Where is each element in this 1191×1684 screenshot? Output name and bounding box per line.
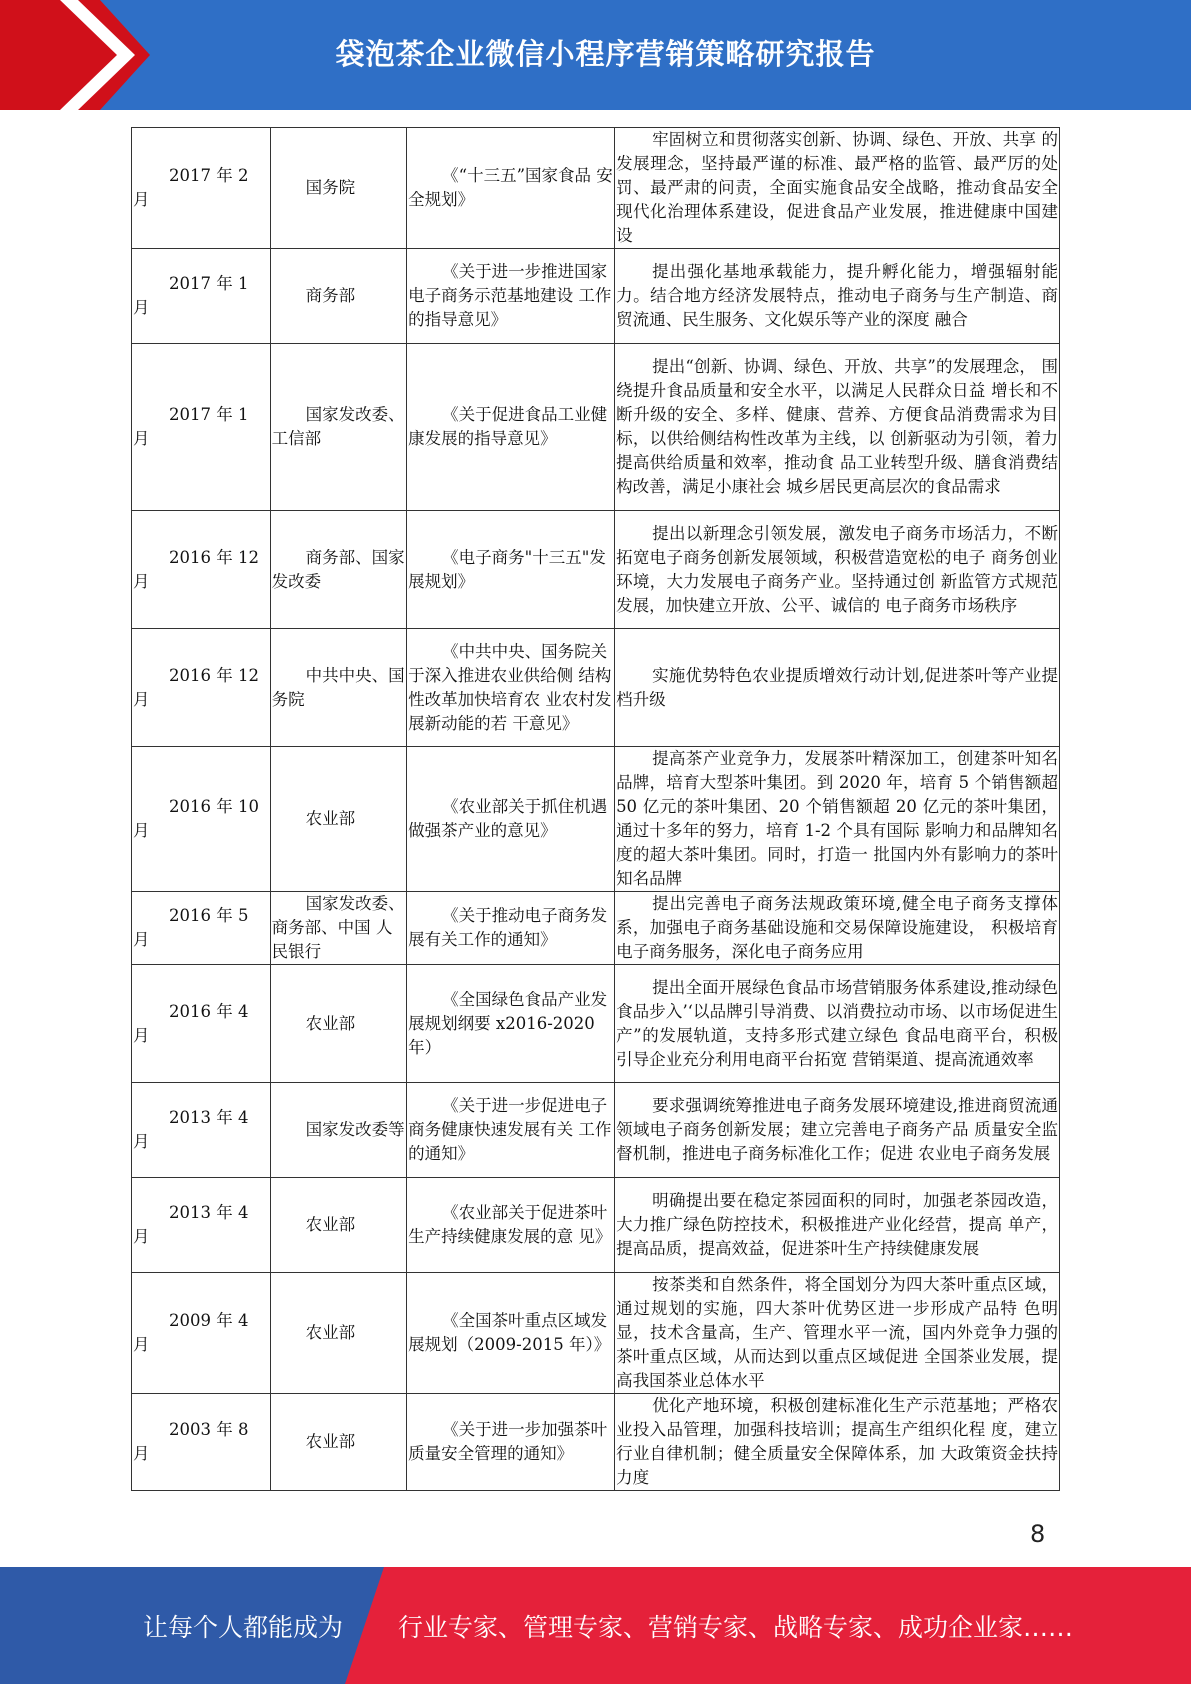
- cell-dept: 农业部: [270, 747, 407, 892]
- cell-content: 提出以新理念引领发展，激发电子商务市场活力，不断拓宽电子商务创新发展领域，积极营造宽松的电子 商务创业环境，大力发展电子商务产业。坚持通过创 新监管方式规范发展，加快建立开放、公平、诚信的 电子商务市场秩序: [615, 511, 1060, 629]
- cell-dept: 国务院: [270, 128, 407, 249]
- cell-dept: 国家发改委等: [270, 1083, 407, 1178]
- cell-content: 牢固树立和贯彻落实创新、协调、绿色、开放、共享 的发展理念，坚持最严谨的标准、最严格的监管、最严厉的处罚、最严肃的问责，全面实施食品安全战略，推动食品安全现代化治理体系建设，促进食品产业发展，推进健康中国建设: [615, 128, 1060, 249]
- cell-dept: 农业部: [270, 1178, 407, 1273]
- page-number: 8: [1030, 1520, 1046, 1548]
- table-row: [132, 249, 1060, 344]
- cell-doc: 《关于进一步促进电子 商务健康快速发展有关 工作的通知》: [407, 1083, 615, 1178]
- cell-date: 2016 年 4 月: [132, 965, 271, 1083]
- cell-date: 2009 年 4 月: [132, 1273, 271, 1394]
- cell-date: 2016 年 12 月: [132, 629, 271, 747]
- cell-date: 2013 年 4 月: [132, 1083, 271, 1178]
- cell-doc: 《关于推动电子商务发 展有关工作的通知》: [407, 892, 615, 965]
- table-row: [132, 629, 1060, 747]
- cell-content: 要求强调统筹推进电子商务发展环境建设,推进商贸流通领域电子商务创新发展；建立完善电子商务产品 质量安全监督机制，推进电子商务标准化工作；促进 农业电子商务发展: [615, 1083, 1060, 1178]
- cell-date: 2017 年 2 月: [132, 128, 271, 249]
- cell-content: 提出完善电子商务法规政策环境,健全电子商务支撑体系，加强电子商务基础设施和交易保障设施建设， 积极培育电子商务服务，深化电子商务应用: [615, 892, 1060, 965]
- cell-dept: 农业部: [270, 965, 407, 1083]
- cell-date: 2016 年 10 月: [132, 747, 271, 892]
- report-title: 袋泡茶企业微信小程序营销策略研究报告: [335, 36, 876, 71]
- cell-date: 2016 年 12 月: [132, 511, 271, 629]
- policy-table: [131, 127, 1060, 1491]
- cell-dept: 农业部: [270, 1394, 407, 1491]
- cell-doc: 《电子商务"十三五"发展规划》: [407, 511, 615, 629]
- cell-dept: 商务部: [270, 249, 407, 344]
- cell-content: 按茶类和自然条件，将全国划分为四大茶叶重点区域， 通过规划的实施，四大茶叶优势区进一步形成产品特 色明显，技术含量高，生产、管理水平一流，国内外竞争力强的茶叶重点区域，从而达到以重点区域促进 全国茶业发展，提高我国茶业总体水平: [615, 1273, 1060, 1394]
- page-footer: [0, 1567, 1191, 1684]
- table-row: [132, 1394, 1060, 1491]
- cell-dept: 国家发改委、 工信部: [270, 344, 407, 511]
- cell-doc: 《农业部关于抓住机遇 做强茶产业的意见》: [407, 747, 615, 892]
- table-row: [132, 344, 1060, 511]
- cell-doc: 《全国绿色食品产业发 展规划纲要 x2016-2020 年）: [407, 965, 615, 1083]
- cell-content: 优化产地环境，积极创建标准化生产示范基地；严格农业投入品管理，加强科技培训；提高生产组织化程 度，建立行业自律机制；健全质量安全保障体系，加 大政策资金扶持力度: [615, 1394, 1060, 1491]
- cell-doc: 《“十三五”国家食品 安全规划》: [407, 128, 615, 249]
- footer-slogan-right: 行业专家、管理专家、营销专家、战略专家、成功企业家……: [398, 1612, 1074, 1642]
- table-row: [132, 511, 1060, 629]
- cell-content: 提出强化基地承载能力，提升孵化能力，增强辐射能 力。结合地方经济发展特点，推动电子商务与生产制造、商贸流通、民生服务、文化娱乐等产业的深度 融合: [615, 249, 1060, 344]
- cell-content: 提高茶产业竞争力，发展茶叶精深加工，创建茶叶知名品牌，培育大型茶叶集团。到 2020 年，培育 5 个销售额超 50 亿元的茶叶集团、20 个销售额超 20 亿元的茶叶集团，通过十多年的努力，培育 1-2 个具有国际 影响力和品牌知名度的超大茶叶集团。同时，打造一 批国内外有影响力的茶叶知名品牌: [615, 747, 1060, 892]
- cell-doc: 《关于进一步推进国家 电子商务示范基地建设 工作的指导意见》: [407, 249, 615, 344]
- cell-date: 2013 年 4 月: [132, 1178, 271, 1273]
- cell-date: 2016 年 5 月: [132, 892, 271, 965]
- cell-content: 提出全面开展绿色食品市场营销服务体系建设,推动绿色食品步入’‘以品牌引导消费、以消费拉动市场、以市场促进生产”的发展轨道，支持多形式建立绿色 食品电商平台，积极引导企业充分利用电商平台拓宽 营销渠道、提高流通效率: [615, 965, 1060, 1083]
- cell-content: 明确提出要在稳定茶园面积的同时，加强老茶园改造， 大力推广绿色防控技术，积极推进产业化经营，提高 单产，提高品质，提高效益，促进茶叶生产持续健康发展: [615, 1178, 1060, 1273]
- cell-dept: 中共中央、国 务院: [270, 629, 407, 747]
- cell-date: 2017 年 1 月: [132, 344, 271, 511]
- cell-doc: 《农业部关于促进茶叶 生产持续健康发展的意 见》: [407, 1178, 615, 1273]
- page-header: [0, 0, 1191, 110]
- cell-date: 2003 年 8 月: [132, 1394, 271, 1491]
- table-row: [132, 892, 1060, 965]
- cell-content: 提出“创新、协调、绿色、开放、共享”的发展理念， 围绕提升食品质量和安全水平，以满足人民群众日益 增长和不断升级的安全、多样、健康、营养、方便食品消费需求为目标，以供给侧结构性改革为主线，以 创新驱动为引领，着力提高供给质量和效率，推动食 品工业转型升级、膳食消费结构改善，满足小康社会 城乡居民更高层次的食品需求: [615, 344, 1060, 511]
- table-row: [132, 747, 1060, 892]
- table-row: [132, 128, 1060, 249]
- cell-content: 实施优势特色农业提质增效行动计划,促进茶叶等产业提档升级: [615, 629, 1060, 747]
- table-row: [132, 1083, 1060, 1178]
- table-row: [132, 1273, 1060, 1394]
- cell-doc: 《全国茶叶重点区域发 展规划（2009-2015 年）》: [407, 1273, 615, 1394]
- table-row: [132, 1178, 1060, 1273]
- cell-doc: 《中共中央、国务院关 于深入推进农业供给侧 结构性改革加快培育农 业农村发展新动能的若 干意见》: [407, 629, 615, 747]
- cell-doc: 《关于促进食品工业健 康发展的指导意见》: [407, 344, 615, 511]
- cell-dept: 商务部、国家 发改委: [270, 511, 407, 629]
- table-row: [132, 965, 1060, 1083]
- cell-doc: 《关于进一步加强茶叶 质量安全管理的通知》: [407, 1394, 615, 1491]
- cell-date: 2017 年 1 月: [132, 249, 271, 344]
- footer-slogan-left: 让每个人都能成为: [143, 1612, 344, 1642]
- cell-dept: 国家发改委、 商务部、中国 人民银行: [270, 892, 407, 965]
- cell-dept: 农业部: [270, 1273, 407, 1394]
